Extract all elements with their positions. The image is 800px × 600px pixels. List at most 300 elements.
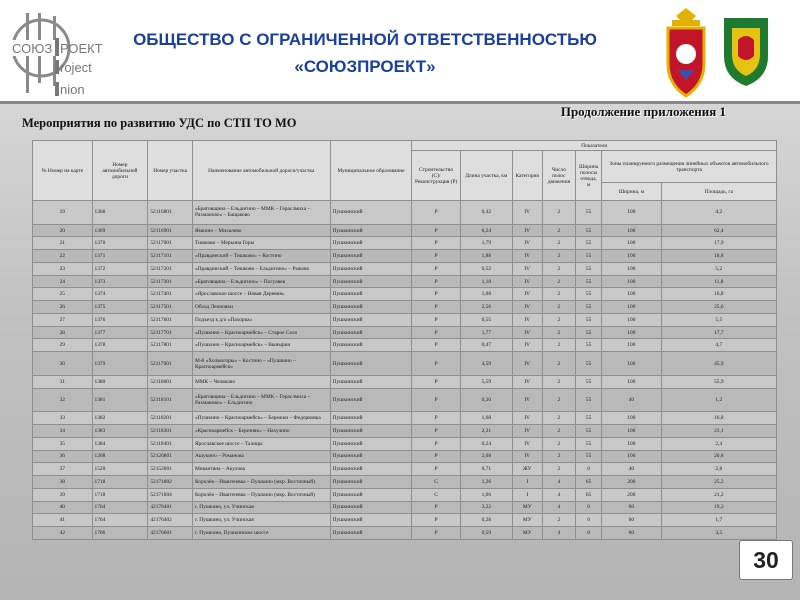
cell-t: С (412, 488, 460, 501)
cell-name: Королёв – Ивантеевка – Пушкино (мкр. Восточный) (192, 488, 330, 501)
cell-w: 100 (602, 201, 662, 225)
cell-t: Р (412, 375, 460, 388)
table-row (33, 488, 777, 501)
cell-area: 17,9 (661, 237, 776, 250)
cell-mun: Пушкинский (330, 388, 412, 412)
header-length: Длина участка, км (460, 151, 512, 201)
cell-n: 36 (33, 450, 93, 463)
cell-name: г. Пушкино, ул. Учинская (192, 501, 330, 514)
header-section-number: Номер участка (148, 141, 193, 201)
cell-w: 60 (602, 527, 662, 540)
cell-map: 1379 (92, 352, 148, 376)
cell-lw: 0 (576, 514, 602, 527)
cell-name: «Братовщина – Ельдигино – ММК – Гераслмиха – Рахманово» – Ельдигино (192, 388, 330, 412)
cell-t: Р (412, 527, 460, 540)
cell-area: 5,5 (661, 313, 776, 326)
table-row (33, 388, 777, 412)
header-map-number: Номер автомобильной дороги (92, 141, 148, 201)
cell-cat: IV (512, 313, 542, 326)
cell-mun: Пушкинский (330, 412, 412, 425)
cell-len: 0,59 (460, 527, 512, 540)
cell-sec: 52117101 (148, 250, 193, 263)
cell-t: Р (412, 326, 460, 339)
cell-n: 22 (33, 250, 93, 263)
header-lanes: Число полос движения (542, 151, 575, 201)
cell-mun: Пушкинский (330, 224, 412, 237)
cell-w: 100 (602, 313, 662, 326)
cell-name: Подъезд к д/о «Пахорка» (192, 313, 330, 326)
cell-sec: 52117501 (148, 301, 193, 314)
cell-mun: Пушкинский (330, 463, 412, 476)
cell-name: «Пушкино – Красноармейск» – Бережки – Федорковка (192, 412, 330, 425)
cell-area: 18,8 (661, 250, 776, 263)
cell-lw: 0 (576, 527, 602, 540)
table-row (33, 201, 777, 225)
cell-map: 1381 (92, 388, 148, 412)
cell-n: 20 (33, 224, 93, 237)
cell-map: 1520 (92, 463, 148, 476)
cell-cat: IV (512, 224, 542, 237)
roads-table (32, 140, 777, 540)
cell-name: «Пушкино – Красноармейск» – Старое Село (192, 326, 330, 339)
cell-t: Р (412, 463, 460, 476)
table-row (33, 450, 777, 463)
cell-area: 16,8 (661, 412, 776, 425)
cell-len: 0,30 (460, 388, 512, 412)
cell-t: Р (412, 339, 460, 352)
cell-map: 1369 (92, 224, 148, 237)
cell-lw: 55 (576, 313, 602, 326)
table-row (33, 527, 777, 540)
cell-area: 11,8 (661, 275, 776, 288)
cell-sec: 52117801 (148, 339, 193, 352)
cell-w: 100 (602, 275, 662, 288)
cell-area: 19,3 (661, 501, 776, 514)
cell-w: 100 (602, 412, 662, 425)
cell-map: 1766 (92, 527, 148, 540)
cell-len: 0,42 (460, 201, 512, 225)
cell-lw: 0 (576, 501, 602, 514)
org-name-line2: «СОЮЗПРОЕКТ» (294, 57, 436, 76)
cell-cat: IV (512, 326, 542, 339)
cell-n: 41 (33, 514, 93, 527)
cell-lanes: 2 (542, 412, 575, 425)
cell-t: Р (412, 352, 460, 376)
cell-map: 1764 (92, 501, 148, 514)
cell-sec: 52117001 (148, 237, 193, 250)
cell-mun: Пушкинский (330, 501, 412, 514)
cell-lanes: 2 (542, 301, 575, 314)
cell-cat: IV (512, 237, 542, 250)
cell-lanes: 2 (542, 352, 575, 376)
cell-w: 100 (602, 437, 662, 450)
cell-lanes: 2 (542, 224, 575, 237)
cell-map: 1378 (92, 339, 148, 352)
cell-mun: Пушкинский (330, 425, 412, 438)
cell-lw: 55 (576, 262, 602, 275)
cell-name: Ямкино – Михалево (192, 224, 330, 237)
cell-t: Р (412, 514, 460, 527)
cell-cat: IV (512, 450, 542, 463)
cell-cat: IV (512, 352, 542, 376)
cell-map: 1376 (92, 313, 148, 326)
cell-cat: МУ (512, 501, 542, 514)
cell-name: Обход Леоновки (192, 301, 330, 314)
cell-map: 1383 (92, 425, 148, 438)
header-num: № Номер на карте (33, 141, 93, 201)
cell-sec: 52117201 (148, 262, 193, 275)
cell-len: 1,26 (460, 476, 512, 489)
cell-sec: 52116801 (148, 201, 193, 225)
cell-len: 1,88 (460, 250, 512, 263)
cell-lanes: 2 (542, 388, 575, 412)
cell-w: 40 (602, 463, 662, 476)
cell-cat: IV (512, 262, 542, 275)
cell-map: 1718 (92, 488, 148, 501)
cell-lanes: 2 (542, 250, 575, 263)
cell-map: 1370 (92, 237, 148, 250)
cell-sec: 52117601 (148, 313, 193, 326)
cell-cat: МУ (512, 514, 542, 527)
cell-lw: 55 (576, 326, 602, 339)
cell-lanes: 2 (542, 313, 575, 326)
cell-lanes: 2 (542, 450, 575, 463)
cell-len: 2,31 (460, 425, 512, 438)
cell-lanes: 4 (542, 488, 575, 501)
cell-n: 26 (33, 301, 93, 314)
table-row (33, 375, 777, 388)
cell-area: 23,1 (661, 425, 776, 438)
cell-len: 2,56 (460, 301, 512, 314)
cell-mun: Пушкинский (330, 262, 412, 275)
cell-lw: 55 (576, 301, 602, 314)
table-row (33, 250, 777, 263)
cell-map: 1375 (92, 301, 148, 314)
cell-name: ММК – Чепяково (192, 375, 330, 388)
cell-lw: 55 (576, 388, 602, 412)
cell-lanes: 2 (542, 237, 575, 250)
cell-sec: 52117901 (148, 352, 193, 376)
cell-cat: IV (512, 425, 542, 438)
cell-name: г. Пушкино, Пушкинское шоссе (192, 527, 330, 540)
cell-lanes: 2 (542, 437, 575, 450)
cell-n: 35 (33, 437, 93, 450)
cell-name: «Братовщина – Ельдигино» – Погуляев (192, 275, 330, 288)
cell-map: 1373 (92, 275, 148, 288)
cell-w: 100 (602, 237, 662, 250)
cell-map: 1374 (92, 288, 148, 301)
svg-text:РОЕКТ: РОЕКТ (60, 41, 103, 56)
cell-t: Р (412, 237, 460, 250)
cell-n: 25 (33, 288, 93, 301)
cell-sec: 52152001 (148, 463, 193, 476)
cell-sec: 52118301 (148, 425, 193, 438)
cell-t: Р (412, 301, 460, 314)
cell-t: Р (412, 201, 460, 225)
cell-n: 27 (33, 313, 93, 326)
cell-sec: 52118201 (148, 412, 193, 425)
cell-lw: 65 (576, 476, 602, 489)
table-row (33, 425, 777, 438)
cell-name: Микантяна – Акулова (192, 463, 330, 476)
cell-sec: 52126801 (148, 450, 193, 463)
cell-name: «Правдинский – Тишково – Ельдигино» – Рыково (192, 262, 330, 275)
cell-w: 100 (602, 352, 662, 376)
cell-mun: Пушкинский (330, 527, 412, 540)
appendix-label: Продолжение приложения 1 (560, 104, 726, 119)
cell-w: 60 (602, 514, 662, 527)
cell-map: 1718 (92, 476, 148, 489)
cell-name: г. Пушкино, ул. Учинская (192, 514, 330, 527)
cell-area: 17,7 (661, 326, 776, 339)
cell-len: 3,22 (460, 501, 512, 514)
cell-mun: Пушкинский (330, 476, 412, 489)
cell-area: 55,9 (661, 375, 776, 388)
cell-n: 23 (33, 262, 93, 275)
cell-lw: 55 (576, 352, 602, 376)
cell-cat: IV (512, 437, 542, 450)
cell-w: 100 (602, 339, 662, 352)
cell-map: 1371 (92, 250, 148, 263)
cell-sec: 52117301 (148, 275, 193, 288)
cell-name: Ярославское шоссе – Талицы (192, 437, 330, 450)
table-row (33, 339, 777, 352)
cell-lanes: 2 (542, 375, 575, 388)
cell-t: Р (412, 412, 460, 425)
cell-cat: IV (512, 288, 542, 301)
cell-mun: Пушкинский (330, 201, 412, 225)
cell-cat: ЖУ (512, 463, 542, 476)
cell-t: Р (412, 437, 460, 450)
cell-len: 0,47 (460, 339, 512, 352)
header-indicators: Показатели (412, 141, 777, 151)
cell-len: 5,59 (460, 375, 512, 388)
cell-cat: I (512, 488, 542, 501)
cell-mun: Пушкинский (330, 288, 412, 301)
cell-area: 10,8 (661, 288, 776, 301)
cell-mun: Пушкинский (330, 488, 412, 501)
table-row (33, 237, 777, 250)
cell-len: 1,68 (460, 412, 512, 425)
cell-name: «Красноармейск – Березняк» – Нахулино (192, 425, 330, 438)
cell-lanes: 4 (542, 527, 575, 540)
cell-w: 100 (602, 288, 662, 301)
cell-n: 31 (33, 375, 93, 388)
cell-lanes: 2 (542, 425, 575, 438)
svg-text:roject: roject (60, 60, 92, 75)
cell-len: 0,28 (460, 514, 512, 527)
cell-cat: IV (512, 250, 542, 263)
table-row (33, 437, 777, 450)
cell-map: 1384 (92, 437, 148, 450)
cell-map: 1380 (92, 375, 148, 388)
table-row (33, 275, 777, 288)
cell-t: Р (412, 501, 460, 514)
cell-w: 100 (602, 326, 662, 339)
cell-w: 100 (602, 224, 662, 237)
cell-mun: Пушкинский (330, 437, 412, 450)
header-municipality: Муниципальное образование (330, 141, 412, 201)
header (0, 0, 800, 103)
cell-len: 0,55 (460, 313, 512, 326)
cell-len: 4,59 (460, 352, 512, 376)
cell-t: Р (412, 224, 460, 237)
cell-lw: 55 (576, 412, 602, 425)
cell-lw: 55 (576, 288, 602, 301)
cell-area: 62,4 (661, 224, 776, 237)
cell-t: Р (412, 262, 460, 275)
cell-mun: Пушкинский (330, 514, 412, 527)
cell-cat: IV (512, 339, 542, 352)
cell-n: 32 (33, 388, 93, 412)
cell-t: Р (412, 388, 460, 412)
cell-mun: Пушкинский (330, 352, 412, 376)
cell-name: «Правдинский – Тишково» – Костино (192, 250, 330, 263)
table-row (33, 463, 777, 476)
table-row (33, 501, 777, 514)
table-row (33, 313, 777, 326)
cell-mun: Пушкинский (330, 450, 412, 463)
cell-mun: Пушкинский (330, 313, 412, 326)
cell-n: 19 (33, 201, 93, 225)
cell-lanes: 2 (542, 339, 575, 352)
cell-len: 2,08 (460, 450, 512, 463)
cell-t: Р (412, 313, 460, 326)
cell-cat: IV (512, 301, 542, 314)
cell-mun: Пушкинский (330, 250, 412, 263)
cell-map: 1268 (92, 450, 148, 463)
cell-mun: Пушкинский (330, 339, 412, 352)
cell-lw: 55 (576, 201, 602, 225)
svg-text:СОЮЗ: СОЮЗ (12, 41, 53, 56)
cell-cat: I (512, 476, 542, 489)
cell-lanes: 2 (542, 275, 575, 288)
cell-lanes: 4 (542, 501, 575, 514)
cell-n: 40 (33, 501, 93, 514)
cell-area: 25,6 (661, 301, 776, 314)
cell-sec: 52116901 (148, 224, 193, 237)
header-category: Категория (512, 151, 542, 201)
header-construction-type: Строительство (С)/ Реконструкция (Р) (412, 151, 460, 201)
cell-w: 200 (602, 476, 662, 489)
cell-area: 4,2 (661, 201, 776, 225)
cell-lw: 55 (576, 339, 602, 352)
cell-t: Р (412, 425, 460, 438)
cell-name: «Пушкино – Красноармейск» – Вынырки (192, 339, 330, 352)
cell-n: 24 (33, 275, 93, 288)
cell-cat: IV (512, 275, 542, 288)
cell-n: 37 (33, 463, 93, 476)
cell-lw: 55 (576, 237, 602, 250)
cell-lw: 65 (576, 488, 602, 501)
cell-name: «Братовщина – Ельдигино – ММК – Гераслмиха – Рахманово» – Бащаково (192, 201, 330, 225)
cell-name: Королёв – Ивантеевка – Пушкино (мкр. Восточный) (192, 476, 330, 489)
cell-w: 100 (602, 262, 662, 275)
org-name-line1: ОБЩЕСТВО С ОГРАНИЧЕННОЙ ОТВЕТСТВЕННОСТЬЮ (133, 30, 597, 49)
cell-sec: 52117401 (148, 288, 193, 301)
cell-w: 100 (602, 250, 662, 263)
cell-sec: 42176601 (148, 527, 193, 540)
cell-len: 0,71 (460, 463, 512, 476)
cell-len: 0,24 (460, 437, 512, 450)
cell-t: Р (412, 450, 460, 463)
cell-t: С (412, 476, 460, 489)
cell-area: 20,8 (661, 450, 776, 463)
cell-mun: Пушкинский (330, 375, 412, 388)
cell-len: 1,18 (460, 275, 512, 288)
pushkino-coat-of-arms-icon (720, 14, 772, 89)
cell-len: 1,79 (460, 237, 512, 250)
cell-area: 25,2 (661, 476, 776, 489)
header-width: Ширина, м (602, 183, 662, 201)
table-row (33, 224, 777, 237)
table-row (33, 352, 777, 376)
cell-cat: МУ (512, 527, 542, 540)
cell-sec: 52118401 (148, 437, 193, 450)
cell-name: Ашукино – Романова (192, 450, 330, 463)
cell-area: 2,8 (661, 463, 776, 476)
cell-sec: 42176402 (148, 514, 193, 527)
page-title: Мероприятия по развитию УДС по СТП ТО МО (22, 116, 297, 130)
cell-lanes: 2 (542, 288, 575, 301)
cell-map: 1377 (92, 326, 148, 339)
cell-area: 5,2 (661, 262, 776, 275)
cell-len: 1,77 (460, 326, 512, 339)
roads-table-container (32, 140, 777, 540)
cell-area: 3,5 (661, 527, 776, 540)
cell-mun: Пушкинский (330, 301, 412, 314)
cell-len: 0,52 (460, 262, 512, 275)
cell-t: Р (412, 275, 460, 288)
header-lane-width: Ширина полосы отвода, м (576, 151, 602, 201)
cell-area: 45,9 (661, 352, 776, 376)
cell-sec: 52118001 (148, 375, 193, 388)
cell-n: 39 (33, 488, 93, 501)
cell-w: 200 (602, 488, 662, 501)
cell-w: 100 (602, 425, 662, 438)
cell-w: 60 (602, 501, 662, 514)
cell-lw: 55 (576, 275, 602, 288)
cell-lanes: 2 (542, 463, 575, 476)
cell-n: 33 (33, 412, 93, 425)
cell-lanes: 2 (542, 326, 575, 339)
cell-name: «Ярославское шоссе – Новая Деревня» (192, 288, 330, 301)
cell-map: 1368 (92, 201, 148, 225)
cell-w: 100 (602, 301, 662, 314)
company-logo (8, 8, 113, 98)
cell-lanes: 2 (542, 262, 575, 275)
cell-n: 30 (33, 352, 93, 376)
cell-mun: Пушкинский (330, 326, 412, 339)
cell-sec: 52118101 (148, 388, 193, 412)
cell-cat: IV (512, 201, 542, 225)
cell-sec: 42176401 (148, 501, 193, 514)
cell-map: 1372 (92, 262, 148, 275)
svg-text:nion: nion (60, 82, 85, 97)
cell-w: 40 (602, 388, 662, 412)
cell-area: 21,2 (661, 488, 776, 501)
cell-t: Р (412, 250, 460, 263)
cell-n: 29 (33, 339, 93, 352)
cell-lw: 55 (576, 375, 602, 388)
cell-area: 1,2 (661, 388, 776, 412)
cell-lw: 55 (576, 224, 602, 237)
cell-lw: 55 (576, 425, 602, 438)
cell-lw: 55 (576, 437, 602, 450)
table-row (33, 326, 777, 339)
cell-len: 1,08 (460, 288, 512, 301)
table-row (33, 412, 777, 425)
